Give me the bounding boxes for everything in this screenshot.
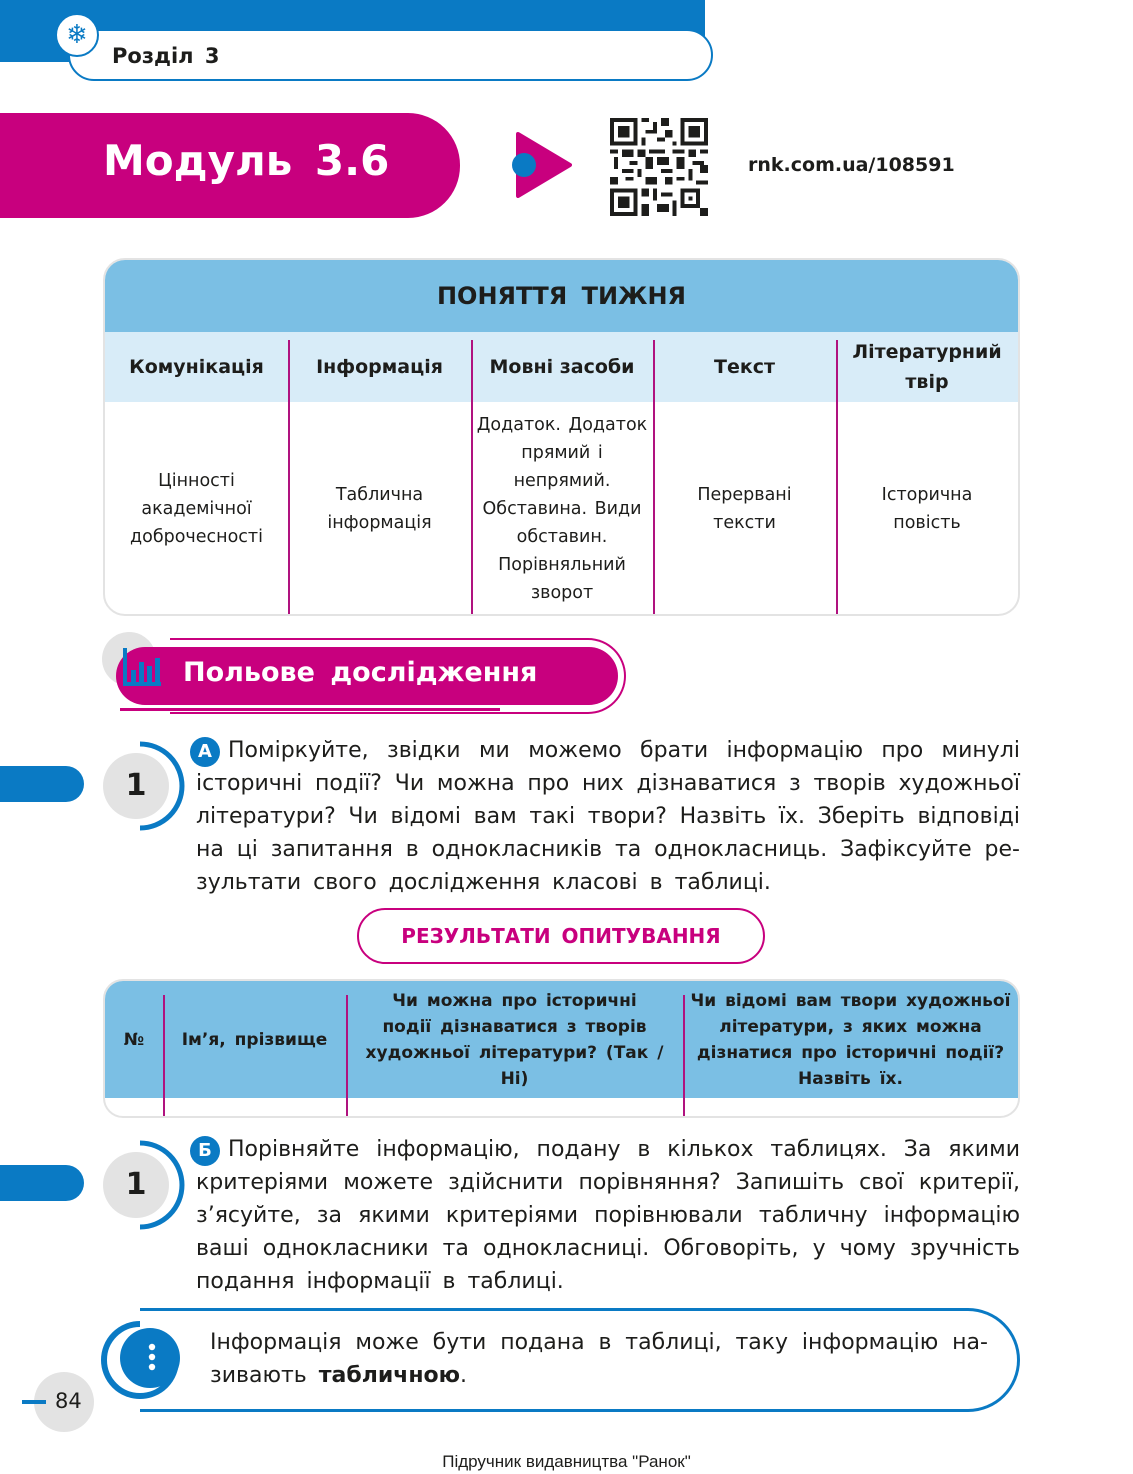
survey-col-header: Чи можна про історичні події дізнаватися з творів художньої літератури? (Так / Ні) [365, 990, 664, 1089]
column-divider [683, 995, 685, 1118]
results-title: РЕЗУЛЬТАТИ ОПИТУВАННЯ [357, 908, 765, 964]
concepts-cell: Історична повість [881, 485, 973, 533]
concepts-title: ПОНЯТТЯ ТИЖНЯ [105, 260, 1018, 332]
concepts-col-header: Мовні засоби [489, 356, 635, 378]
page-number: 84 [55, 1389, 82, 1413]
bar-chart-icon [120, 648, 162, 688]
concepts-cell: Цінності академічної доброчесності [130, 471, 263, 547]
page-number-dash [22, 1400, 46, 1404]
survey-col-header: № [123, 1029, 145, 1050]
task-b-text: Порівняйте інформацію, подану в кількох таблицях. За якими критеріями можете здійснити порівняння? Запишіть свої критерії, з’ясуйте, за якими критеріями порівнювали табличну інформацію ваші однокласники та однокласниці. Обговоріть, у чому зручність подання інформації в таблиці. [196, 1137, 1020, 1294]
field-research-underline [120, 708, 500, 711]
module-title: Модуль 3.6 [103, 136, 390, 185]
play-icon[interactable] [510, 132, 572, 198]
concepts-col-header: Текст [713, 356, 776, 378]
info-icon [100, 1320, 186, 1400]
concepts-cell: Додаток. Додаток прямий і непрямий. Обставина. Види обставин. Порівняльний зворот [476, 415, 648, 603]
concepts-cell: Таблична інформація [327, 485, 432, 533]
info-text: Інформація може бути подана в таблиці, таку інформацію називають табличною. [210, 1330, 988, 1388]
concepts-cell: Перервані тексти [697, 485, 792, 533]
task-number: 1 [103, 753, 169, 819]
column-divider [288, 340, 290, 616]
concepts-col-header: Інформація [316, 356, 443, 378]
info-bold-term: табличною [318, 1363, 461, 1388]
survey-col-header: Чи відомі вам твори художньої літератури, з яких можна дізнатися про історичні події? Назвіть їх. [690, 990, 1011, 1089]
column-divider [471, 340, 473, 616]
qr-code[interactable] [610, 118, 708, 216]
column-divider [163, 995, 165, 1118]
survey-table [103, 979, 1020, 1118]
margin-tab [0, 1165, 84, 1201]
margin-tab [0, 766, 84, 802]
survey-col-header: Ім’я, прізвище [181, 1029, 328, 1050]
field-research-title: Польове дослідження [183, 657, 538, 688]
task-number: 1 [103, 1152, 169, 1218]
snowflake-icon: ❄ [55, 13, 99, 57]
concepts-col-header: Комунікація [129, 356, 264, 378]
task-letter-badge: А [190, 737, 220, 767]
column-divider [346, 995, 348, 1118]
column-divider [653, 340, 655, 616]
column-divider [836, 340, 838, 616]
task-a-text: Поміркуйте, звідки ми можемо брати інформацію про минулі історичні події? Чи можна про них дізнаватися з творів художньої літератури? Чи відомі вам такі твори? Назвіть їх. Зберіть відповіді на ці запитання в однокласників та однокласниць. Зафіксуйте результати свого дослідження класові в таблиці. [196, 738, 1020, 895]
qr-url[interactable]: rnk.com.ua/108591 [748, 154, 955, 176]
section-label: Розділ 3 [112, 44, 220, 68]
concepts-col-header: Літературний твір [852, 341, 1002, 393]
footer-publisher: Підручник видавництва "Ранок" [442, 1452, 691, 1471]
concepts-table [103, 258, 1020, 616]
task-letter-badge: Б [190, 1136, 220, 1166]
